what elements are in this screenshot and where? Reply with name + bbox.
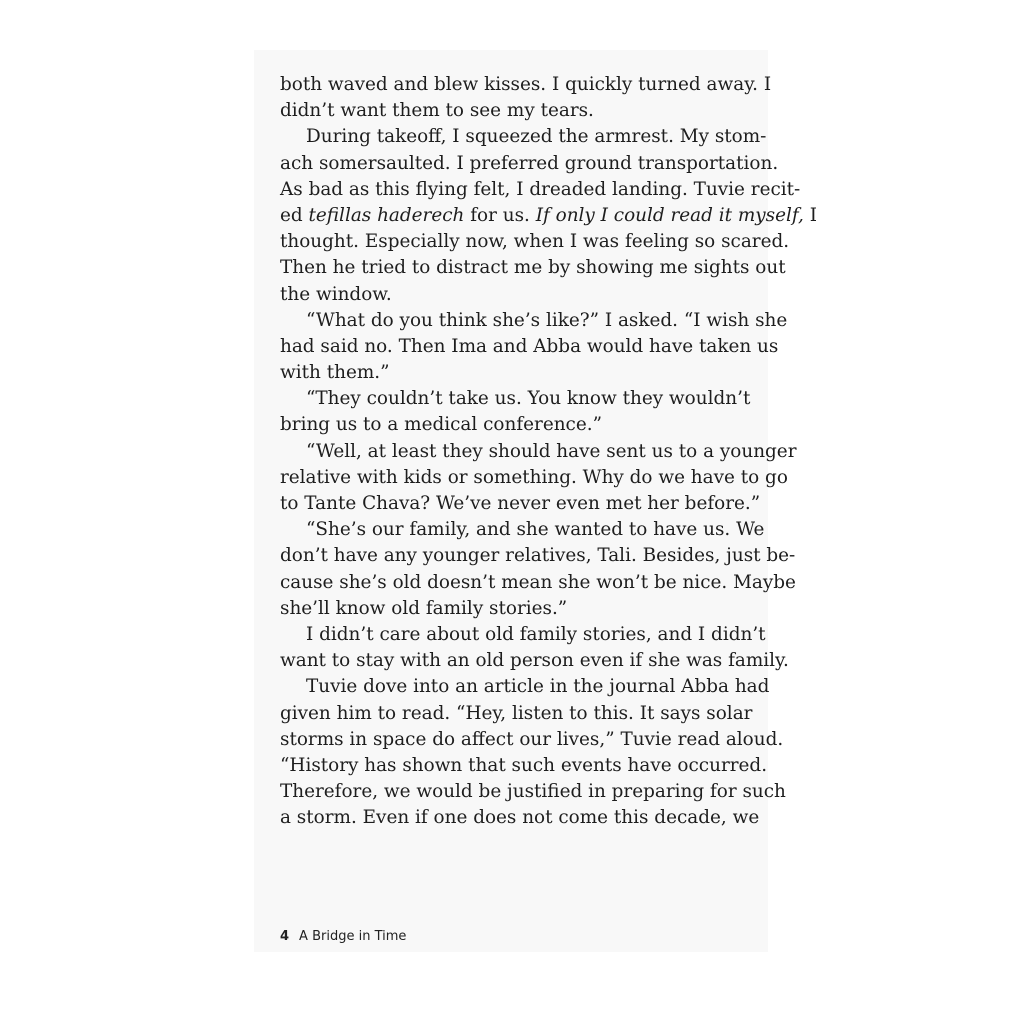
text-line: want to stay with an old person even if she was family. [280,650,789,672]
text-line: with them.” [280,362,390,384]
text-line: given him to read. “Hey, listen to this. It says solar [280,702,753,724]
text-line: cause she’s old doesn’t mean she won’t be nice. Maybe [280,571,796,593]
text-line: storms in space do affect our lives,” Tuvie read aloud. [280,728,784,750]
text-line: Therefore, we would be justified in preparing for such [280,781,786,803]
body-text [280,72,818,831]
page-footer [280,929,406,944]
text-line: a storm. Even if one does not come this decade, we [280,807,760,829]
text-line: didn’t want them to see my tears. [280,100,594,122]
text-line: “She’s our family, and she wanted to have us. We [306,519,765,541]
text-run: for us. [464,204,536,226]
text-line: had said no. Then Ima and Abba would have taken us [280,335,779,357]
text-run: I [803,204,818,226]
text-line: to Tante Chava? We’ve never even met her before.” [280,493,761,514]
text-line: ach somersaulted. I preferred ground transportation. [280,152,779,174]
text-line: Then he tried to distract me by showing me sights out [280,257,786,279]
text-line: “What do you think she’s like?” I asked. “I wish she [306,309,788,331]
text-line: Tuvie dove into an article in the journal Abba had [306,676,770,698]
text-line-mixed [280,203,818,229]
text-line: I didn’t care about old family stories, and I didn’t [306,623,766,645]
text-line: relative with kids or something. Why do we have to go [280,466,788,488]
running-title: A Bridge in Time [299,929,407,944]
text-run: ed [280,204,309,226]
text-line: “History has shown that such events have occurred. [280,754,768,776]
text-line: During takeoff, I squeezed the armrest. My stom- [306,126,767,148]
text-line: thought. Especially now, when I was feeling so scared. [280,231,790,253]
text-line: she’ll know old family stories.” [280,597,568,619]
italic-text: If only I could read it myself, [535,204,804,226]
italic-text: tefillas haderech [308,204,465,226]
page-number: 4 [280,929,290,944]
text-line: “They couldn’t take us. You know they wouldn’t [306,388,751,410]
text-line: bring us to a medical conference.” [280,414,602,436]
text-line: As bad as this flying felt, I dreaded landing. Tuvie recit- [280,178,801,200]
text-line: don’t have any younger relatives, Tali. Besides, just be- [280,545,796,567]
text-line: both waved and blew kisses. I quickly turned away. I [280,74,772,95]
text-line: the window. [280,283,392,305]
text-line: “Well, at least they should have sent us to a younger [306,440,797,462]
